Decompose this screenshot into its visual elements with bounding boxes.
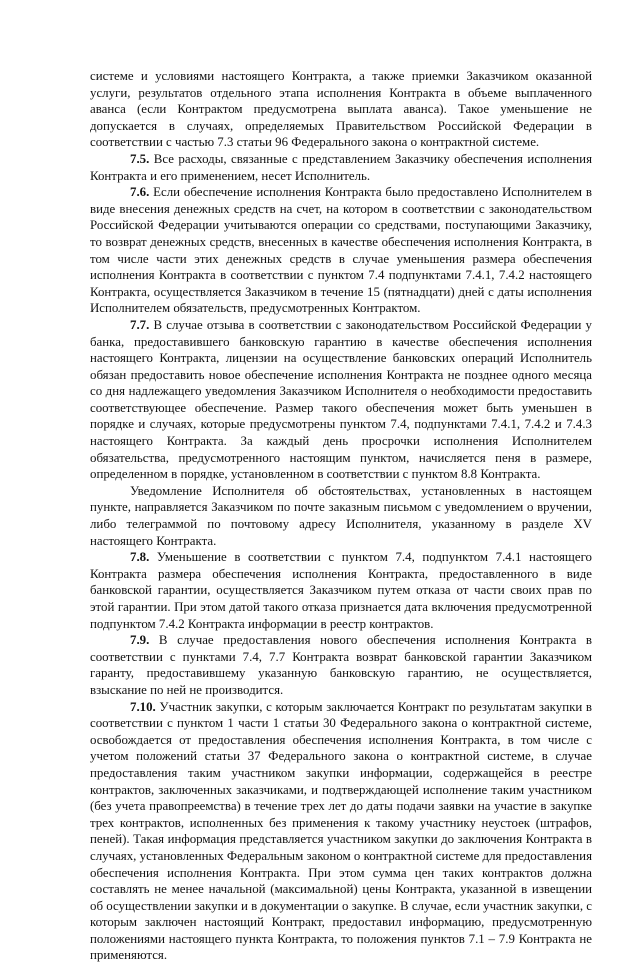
clause-7-9 (90, 632, 592, 698)
clause-number: 7.5. (130, 151, 150, 166)
clause-7-10 (90, 699, 592, 964)
clause-text: В случае отзыва в соответствии с законодательством Российской Федерации у банка, предоставившего банковскую гарантию в качестве обеспечения исполнения настоящего Контракта, лицензии на осуществление банковских операций Исполнитель обязан предоставить новое обеспечение исполнения Контракта не позднее одного месяца со дня надлежащего уведомления Заказчиком Исполнителя о необходимости предоставить соответствующее обеспечение. Размер такого обеспечения может быть уменьшен в порядке и случаях, которые предусмотрены пунктом 7.4, подпунктами 7.4.1, 7.4.2 и 7.4.3 настоящего Контракта. За каждый день просрочки исполнения Исполнителем обязательства, предусмотренного настоящим пунктом, начисляется пеня в размере, определенном в порядке, установленном в соответствии с пунктом 8.8 Контракта. (90, 317, 592, 482)
clause-number: 7.7. (130, 317, 150, 332)
clause-text: Участник закупки, с которым заключается Контракт по результатам закупки в соответствии с пунктом 1 части 1 статьи 30 Федерального закона о контрактной системе, освобождается от предоставления обеспечения исполнения Контракта, в том числе с учетом положений статьи 37 Федерального закона о контрактной системе, в случае предоставления таким участником закупки информации, содержащейся в реестре контрактов, заключенных заказчиками, и подтверждающей исполнение таким участником (без учета правопреемства) в течение трех лет до даты подачи заявки на участие в закупке трех контрактов, исполненных без применения к такому участнику неустоек (штрафов, пеней). Такая информация представляется участником закупки до заключения Контракта в случаях, установленных Федеральным законом о контрактной системе для предоставления обеспечения исполнения Контракта. При этом сумма цен таких контрактов должна составлять не менее начальной (максимальной) цены Контракта, указанной в извещении об осуществлении закупки и в документации о закупке. В случае, если участник закупки, с которым заключен настоящий Контракт, предоставил информацию, предусмотренную положениями настоящего пункта Контракта, то положения пунктов 7.1 – 7.9 Контракта не применяются. (90, 699, 592, 963)
clause-text: Уменьшение в соответствии с пунктом 7.4, подпунктом 7.4.1 настоящего Контракта размера обеспечения исполнения Контракта, предоставленного в виде банковской гарантии, осуществляется Заказчиком путем отказа от части своих прав по этой гарантии. При этом датой такого отказа признается дата включения предусмотренной подпунктом 7.4.2 Контракта информации в реестр контрактов. (90, 550, 592, 631)
paragraph-7-4-continuation (90, 68, 592, 151)
clause-number: 7.10. (130, 699, 156, 714)
clause-number: 7.6. (130, 185, 150, 200)
clause-text: Все расходы, связанные с представлением Заказчику обеспечения исполнения Контракта и его применением, несет Исполнитель. (90, 151, 592, 183)
paragraph-text: Уведомление Исполнителя об обстоятельствах, установленных в настоящем пункте, направляется Заказчиком по почте заказным письмом с уведомлением о вручении, либо телеграммой по почтовому адресу Исполнителя, указанному в разделе XV настоящего Контракта. (90, 483, 592, 548)
clause-7-6 (90, 184, 592, 317)
clause-number: 7.8. (130, 550, 150, 565)
clause-text: Если обеспечение исполнения Контракта было предоставлено Исполнителем в виде внесения денежных средств на счет, на котором в соответствии с законодательством Российской Федерации учитываются операции со средствами, поступающими Заказчику, то возврат денежных средств, внесенных в качестве обеспечения исполнения Контракта, в том числе части этих денежных средств в случае уменьшения размера обеспечения исполнения Контракта в соответствии с пунктом 7.4 подпунктами 7.4.1, 7.4.2 настоящего Контракта, осуществляется Заказчиком в течение 15 (пятнадцати) дней с даты исполнения Исполнителем обязательств, предусмотренных Контрактом. (90, 185, 592, 316)
clause-7-8 (90, 549, 592, 632)
paragraph-text: системе и условиями настоящего Контракта, а также приемки Заказчиком оказанной услуги, результатов отдельного этапа исполнения Контракта в объеме выплаченного аванса (если Контрактом предусмотрена выплата аванса). Такое уменьшение не допускается в случаях, определяемых Правительством Российской Федерации в соответствии с частью 7.3 статьи 96 Федерального закона о контрактной системе. (90, 69, 592, 150)
clause-text: В случае предоставления нового обеспечения исполнения Контракта в соответствии с пунктами 7.4, 7.7 Контракта возврат банковской гарантии Заказчиком гаранту, предоставившему указанную банковскую гарантию, не осуществляется, взыскание по ней не производится. (90, 633, 592, 697)
clause-7-7 (90, 317, 592, 483)
clause-7-7-notification (90, 483, 592, 549)
clause-number: 7.9. (130, 633, 150, 648)
clause-7-5 (90, 151, 592, 184)
